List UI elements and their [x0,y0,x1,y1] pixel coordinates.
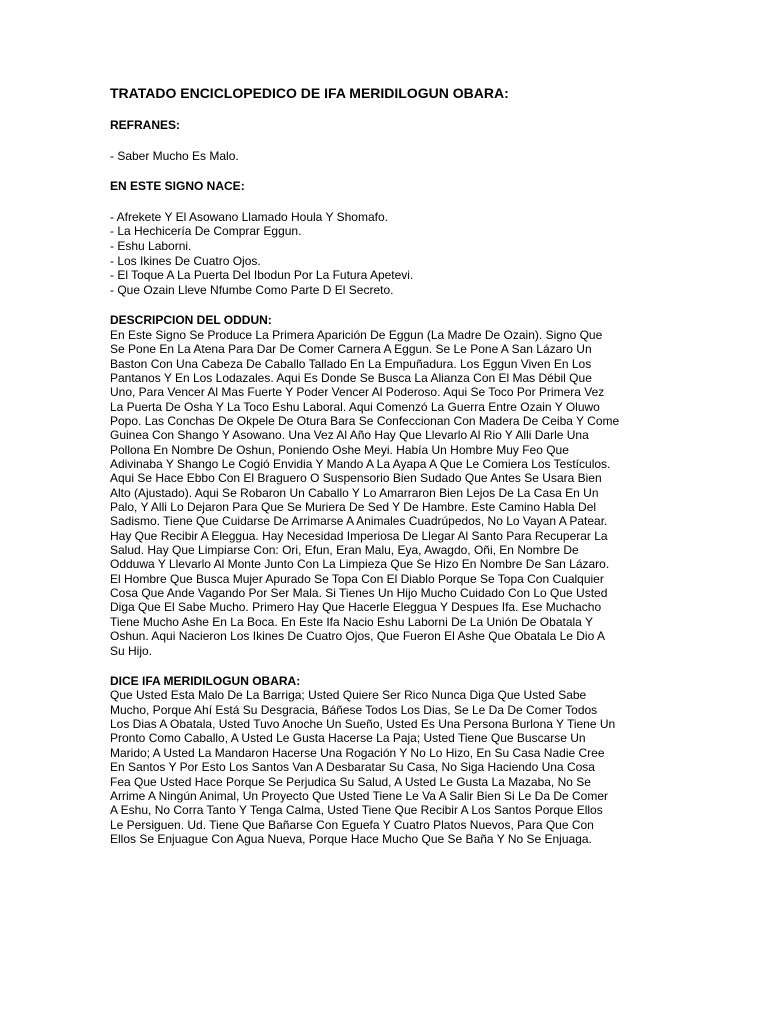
descripcion-line: Oshun. Aqui Nacieron Los Ikines De Cuatro Ojos, Que Fueron El Ashe Que Obatala Le Dio A [110,629,605,644]
descripcion-section [110,313,670,658]
descripcion-line: Pollona En Nombre De Oshun, Poniendo Oshe Meyi. Había Un Hombre Muy Feo Que [110,442,569,457]
descripcion-line: Hay Que Recibir A Eleggua. Hay Necesidad Imperiosa De Llegar Al Santo Para Recuperar La [110,528,608,543]
descripcion-line: Uno, Para Vencer Al Mas Fuerte Y Poder Vencer Al Poderoso. Aqui Se Toco Por Primera Vez [110,385,605,400]
dice-line: Ellos Se Enjuague Con Agua Nueva, Porque Hace Mucho Que Se Baña Y No Se Enjuaga. [110,831,592,846]
nace-item: - Los Ikines De Cuatro Ojos. [110,253,261,268]
nace-item: - El Toque A La Puerta Del Ibodun Por La Futura Apetevi. [110,268,414,283]
descripcion-line: Diga Que El Sabe Mucho. Primero Hay Que Hacerle Eleggua Y Despues Ifa. Ese Muchacho [110,600,602,615]
dice-line: Marido; A Usted La Mandaron Hacerse Una Rogación Y No Lo Hizo, En Su Casa Nadie Cree [110,745,605,760]
refranes-section [110,118,670,163]
dice-line: Mucho, Porque Ahí Está Su Desgracia, Báñese Todos Los Dias, Se Le Da De Comer Todos [110,702,598,717]
descripcion-line: Guinea Con Shango Y Asowano. Una Vez Al Año Hay Que Llevarlo Al Rio Y Alli Darle Una [110,428,589,443]
nace-item: - Que Ozain Lleve Nfumbe Como Parte D El Secreto. [110,282,394,297]
dice-line: Los Dias A Obatala, Usted Tuvo Anoche Un Sueño, Usted Es Una Persona Burlona Y Tiene Un [110,717,616,732]
descripcion-line: Popo. Las Conchas De Okpele De Otura Bara Se Confeccionan Con Madera De Ceiba Y Come [110,414,620,428]
descripcion-line: Baston Con Una Cabeza De Caballo Tallado En La Empuñadura. Los Eggun Viven En Los [110,356,592,371]
nace-list [110,210,670,298]
dice-line: Fea Que Usted Hace Porque Se Perjudica Su Salud, A Usted Le Gusta La Mazaba, No Se [110,774,591,789]
descripcion-line: Pantanos Y En Los Lodazales. Aqui Es Donde Se Busca La Alianza Con El Mas Débil Que [110,370,592,385]
nace-item: - Eshu Laborni. [110,238,192,253]
dice-line: Que Usted Esta Malo De La Barriga; Usted Quiere Ser Rico Nunca Diga Que Usted Sabe [110,688,587,703]
descripcion-line: En Este Signo Se Produce La Primera Aparición De Eggun (La Madre De Ozain). Signo Que [110,327,603,342]
document-title: TRATADO ENCICLOPEDICO DE IFA MERIDILOGUN OBARA: [110,85,509,101]
descripcion-line: Se Pone En La Atena Para Dar De Comer Carnera A Eggun. Se Le Pone A San Lázaro Un [110,342,592,357]
refran-item: - Saber Mucho Es Malo. [110,148,239,163]
descripcion-line: Tiene Mucho Ashe En La Boca. En Este Ifa Nacio Eshu Laborni De La Unión De Obatala Y [110,614,593,629]
descripcion-line: Aqui Se Hace Ebbo Con El Braguero O Suspensorio Bien Sudado Que Antes Se Usara Bien [110,471,602,486]
nace-item: - La Hechicería De Comprar Eggun. [110,224,302,239]
dice-line: A Eshu, No Corra Tanto Y Tenga Calma, Usted Tiene Que Recibir A Los Santos Porque Ellos [110,803,603,818]
descripcion-line: Alto (Ajustado). Aqui Se Robaron Un Caballo Y Lo Amarraron Bien Lejos De La Casa En Un [110,485,599,500]
descripcion-line: Odduwa Y Llevarlo Al Monte Junto Con La Limpieza Que Se Hizo En Nombre De San Lázaro. [110,557,610,572]
nace-item: - Afrekete Y El Asowano Llamado Houla Y Shomafo. [110,209,388,224]
descripcion-line: Adivinaba Y Shango Le Cogió Envidia Y Mando A La Ayapa A Que Le Comiera Los Testículos. [110,457,611,472]
descripcion-line: El Hombre Que Busca Mujer Apurado Se Topa Con El Diablo Porque Se Topa Con Cualquier [110,571,604,586]
descripcion-line: Cosa Que Ande Vagando Por Ser Mala. Si Tienes Un Hijo Mucho Cuidado Con Lo Que Usted [110,586,608,601]
nace-section [110,179,670,297]
document-page [110,84,670,862]
descripcion-line: Salud. Hay Que Limpiarse Con: Ori, Efun, Eran Malu, Eya, Awagdo, Oñi, En Nombre De [110,543,579,558]
dice-line: Le Persiguen. Ud. Tiene Que Bañarse Con Eguefa Y Cuatro Platos Nuevos, Para Que Con [110,817,594,832]
descripcion-paragraph [110,328,670,658]
dice-paragraph [110,688,670,846]
descripcion-line: La Puerta De Osha Y La Toco Eshu Laboral. Aqui Comenzó La Guerra Entre Ozain Y Oluwo [110,399,600,414]
nace-heading: EN ESTE SIGNO NACE: [110,179,245,194]
dice-line: Pronto Como Caballo, A Usted Le Gusta Hacerse La Paja; Usted Tiene Que Buscarse Un [110,731,586,746]
descripcion-heading: DESCRIPCION DEL ODDUN: [110,313,272,328]
descripcion-line: Palo, Y Alli Lo Dejaron Para Que Se Muriera De Sed Y De Hambre. Este Camino Habla Del [110,500,597,515]
refranes-list [110,149,670,164]
descripcion-line: Su Hijo. [110,643,153,658]
dice-line: En Santos Y Por Esto Los Santos Van A Desbaratar Su Casa, No Siga Haciendo Una Cosa [110,760,595,775]
dice-line: Arrime A Ningún Animal, Un Proyecto Que Usted Tiene Le Va A Salir Bien Si Le Da De Comer [110,788,609,803]
dice-heading: DICE IFA MERIDILOGUN OBARA: [110,673,301,688]
descripcion-line: Sadismo. Tiene Que Cuidarse De Arrimarse A Animales Cuadrúpedos, No Lo Vayan A Patear. [110,514,608,529]
refranes-heading: REFRANES: [110,118,181,132]
dice-section [110,674,670,846]
